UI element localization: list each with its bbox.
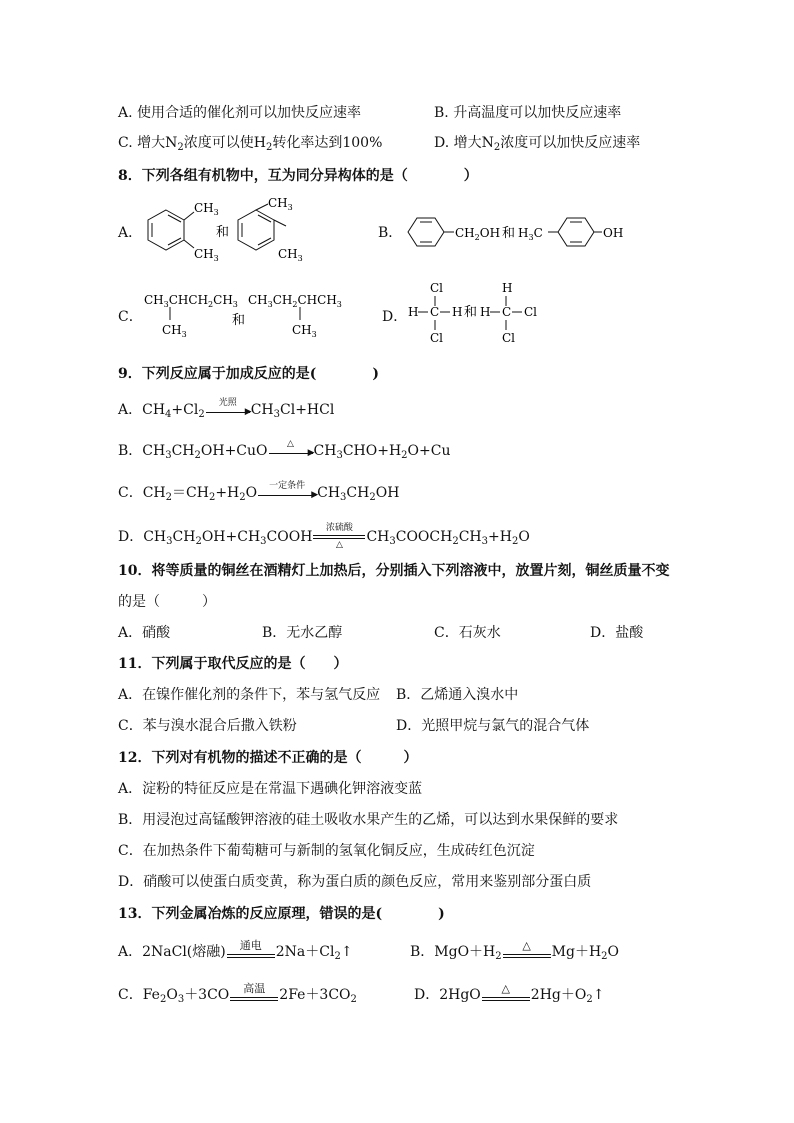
svg-text:Cl: Cl: [524, 305, 538, 319]
q8-c-structures: [140, 288, 350, 340]
svg-text:C: C: [430, 305, 440, 319]
svg-text:Cl: Cl: [430, 331, 444, 345]
q8-option-a-label: A．: [118, 225, 143, 241]
q8-a-ch3-3: $CH_3$: [268, 196, 293, 212]
q8-d-structures: [402, 280, 572, 348]
svg-text:H3C: $H_3C$: [518, 226, 543, 242]
q8-option-d-label: D．: [382, 309, 408, 325]
q9-stem: 9．下列反应属于加成反应的是( ): [118, 366, 379, 382]
q11-option-c: C．苯与溴水混合后撒入铁粉: [118, 718, 297, 734]
q9-d-reversible-arrow: 浓硫酸 △: [313, 525, 365, 549]
q9-a-arrow: 光照 ▶: [206, 401, 250, 419]
q10-stem: 10．将等质量的铜丝在酒精灯上加热后，分别插入下列溶液中，放置片刻，铜丝质量不变: [118, 563, 670, 579]
q8-option-b-label: B．: [378, 225, 403, 241]
q10-option-c: C．石灰水: [434, 625, 501, 641]
q10-option-d: D．盐酸: [590, 625, 644, 641]
q8-a-and: 和: [216, 225, 230, 240]
q10-option-b: B．无水乙醇: [262, 625, 343, 641]
q8-b-structures: [398, 206, 628, 256]
q11-option-b: B．乙烯通入溴水中: [396, 687, 519, 703]
q10-stem-cont: 的是（ ）: [118, 594, 216, 610]
svg-text:和: 和: [502, 226, 516, 241]
svg-text:CH3: $CH_3$: [162, 323, 187, 339]
q7-option-a: A. 使用合适的催化剂可以加快反应速率: [118, 105, 362, 121]
svg-text:OH: OH: [603, 226, 624, 240]
q8-a-ch3-4: $CH_3$: [278, 247, 303, 263]
svg-text:和: 和: [464, 305, 478, 320]
q12-option-d: D．硝酸可以使蛋白质变黄，称为蛋白质的颜色反应，常用来鉴别部分蛋白质: [118, 874, 592, 890]
svg-text:CH3CHCH2CH3: $CH_3CHCH_2CH_3$: [144, 293, 238, 309]
q13-stem: 13．下列金属冶炼的反应原理，错误的是( ): [118, 906, 445, 922]
q13-option-b: B．$MgO+H_2$ △ $Mg+H_2O$: [410, 939, 620, 962]
q12-option-c: C．在加热条件下葡萄糖可与新制的氢氧化铜反应，生成砖红色沉淀: [118, 843, 535, 859]
q13-d-arrow: △: [482, 985, 530, 1005]
q8-a-structures: [140, 196, 310, 270]
q8-option-c-label: C．: [118, 309, 143, 325]
q10-option-a: A．硝酸: [118, 625, 171, 641]
svg-text:和: 和: [232, 313, 246, 328]
q13-a-arrow: 通电: [227, 942, 275, 962]
q9-option-d: D．$CH_3CH_2OH+CH_3COOH$ 浓硫酸 △ $CH_3COOCH_2CH_3+H_2O$: [118, 523, 530, 550]
q9-b-arrow: △ ▶: [269, 442, 313, 460]
q9-option-a: A．$CH_4+Cl_2$ 光照 ▶ $CH_3Cl+HCl$: [118, 398, 335, 420]
q7-option-d: D. 增大$N_2$浓度可以加快反应速率: [434, 135, 641, 153]
q13-option-d: D．2HgO △ $2Hg+O_2↑$: [414, 982, 605, 1005]
q9-option-b: B．$CH_3CH_2OH+CuO$ △ ▶ $CH_3CHO+H_2O+Cu$: [118, 439, 451, 461]
svg-text:H: H: [480, 305, 491, 319]
q8-a-ch3-2: $CH_3$: [194, 247, 219, 263]
q12-stem: 12．下列对有机物的描述不正确的是（ ）: [118, 750, 418, 766]
q12-option-b: B．用浸泡过高锰酸钾溶液的硅土吸收水果产生的乙烯，可以达到水果保鲜的要求: [118, 812, 619, 828]
svg-text:CH3: $CH_3$: [292, 323, 317, 339]
q7-option-c: C. 增大$N_2$浓度可以使$H_2$转化率达到100%: [118, 135, 383, 153]
q13-b-arrow: △: [503, 942, 551, 962]
svg-text:Cl: Cl: [430, 281, 444, 295]
q13-c-arrow: 高温: [230, 985, 278, 1005]
svg-text:H: H: [502, 281, 513, 295]
q13-option-a: A．2NaCl(熔融) 通电 $2Na+Cl_2↑$: [118, 939, 353, 962]
q7-option-b: B. 升高温度可以加快反应速率: [434, 105, 622, 121]
svg-text:H: H: [408, 305, 419, 319]
q9-option-c: C．$CH_2=CH_2+H_2O$ 一定条件 ▶ $CH_3CH_2OH$: [118, 481, 400, 503]
q8-a-ch3-1: $CH_3$: [194, 201, 219, 217]
q13-option-c: C．$Fe_2O_3+3CO$ 高温 $2Fe+3CO_2$: [118, 982, 357, 1005]
q11-option-a: A．在镍作催化剂的条件下，苯与氢气反应: [118, 687, 381, 703]
svg-text:Cl: Cl: [502, 331, 516, 345]
q8-stem: 8．下列各组有机物中，互为同分异构体的是（ ）: [118, 168, 478, 184]
q11-stem: 11．下列属于取代反应的是（ ）: [118, 656, 348, 672]
svg-text:CH3CH2CHCH3: $CH_3CH_2CHCH_3$: [248, 293, 342, 309]
q11-option-d: D．光照甲烷与氯气的混合气体: [396, 718, 590, 734]
q9-c-arrow: 一定条件 ▶: [258, 484, 316, 502]
svg-text:CH2OH: $CH_2OH$: [455, 226, 501, 242]
svg-text:C: C: [502, 305, 512, 319]
q12-option-a: A．淀粉的特征反应是在常温下遇碘化钾溶液变蓝: [118, 781, 423, 797]
svg-text:H: H: [452, 305, 463, 319]
